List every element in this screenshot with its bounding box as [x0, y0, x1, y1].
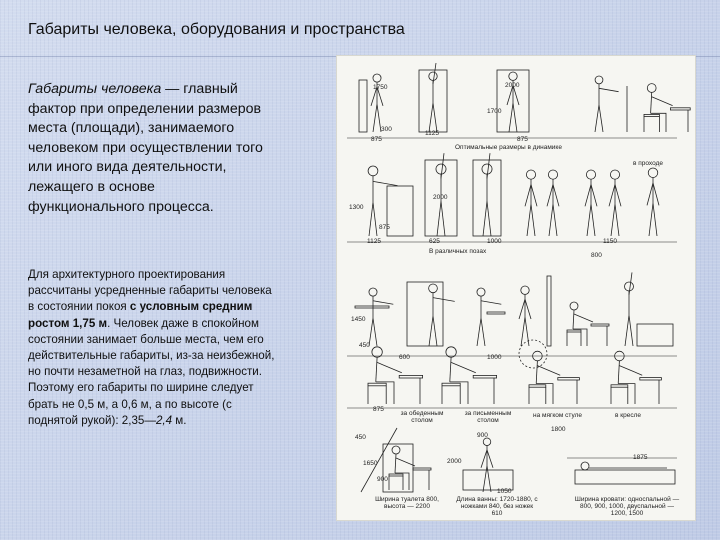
figure-arm: [519, 299, 525, 319]
chair-seat: [389, 474, 403, 476]
door-frame: [407, 282, 443, 346]
figure-leg: [618, 384, 635, 404]
figure-leg: [433, 316, 437, 346]
dimension-label: 625: [429, 238, 440, 245]
figure-leg: [591, 204, 595, 236]
dimension-label: 1125: [367, 238, 381, 245]
dimension-label: 1300: [349, 204, 364, 211]
intro-text: — главный фактор при определении размеров места (площади), занимаемого человеком при осуществлении того или иного вида деятельности, лежащего в основе функционального процесса.: [28, 81, 263, 215]
figure-head: [570, 302, 578, 310]
figure-arm: [547, 185, 553, 207]
figure-leg: [651, 113, 666, 132]
dimension-label: 300: [381, 126, 392, 133]
figure-leg: [513, 103, 517, 132]
figure-leg: [653, 203, 657, 236]
figure-arm: [599, 88, 619, 91]
chair-seat: [368, 383, 386, 386]
figure-arm: [525, 299, 531, 319]
dimension-label: 1800: [551, 426, 566, 433]
chair-seat: [442, 383, 460, 386]
intro-term: Габариты человека: [28, 81, 162, 97]
figure-arm: [525, 185, 531, 207]
dimension-label: 1750: [373, 84, 388, 91]
figure-head: [429, 72, 437, 80]
figure-leg: [531, 204, 535, 236]
figure-arm: [487, 450, 493, 468]
caption-poses: В различных позах: [429, 248, 487, 255]
figure-leg: [477, 318, 481, 346]
table-top: [640, 378, 662, 380]
table-top: [355, 306, 389, 308]
figure-leg: [599, 105, 603, 132]
dimension-label: 1000: [487, 354, 502, 361]
body-paragraph: [28, 267, 280, 429]
body-text-italic: 2,4: [155, 413, 173, 427]
figure-arm: [441, 153, 444, 178]
dimension-label: 1450: [351, 316, 366, 323]
figure-leg: [429, 103, 433, 132]
caption-dining: за обеденным столом: [400, 410, 444, 424]
dimension-label: 1050: [497, 488, 512, 495]
figure-leg: [629, 315, 633, 346]
slide-title: Габариты человека, оборудования и пространства: [28, 21, 405, 38]
figure-leg: [587, 204, 591, 236]
figure-head: [581, 462, 589, 470]
figure-leg: [373, 202, 377, 236]
dimension-label: 450: [355, 434, 366, 441]
figure-torso: [573, 310, 574, 329]
figure-leg: [429, 316, 433, 346]
figure-leg: [615, 204, 619, 236]
chair-seat: [644, 114, 659, 116]
table-top: [399, 375, 422, 378]
table-top: [591, 324, 609, 326]
figure-arm: [591, 185, 597, 207]
figure-leg: [649, 203, 653, 236]
dimension-label: 800: [591, 252, 602, 259]
table-top: [670, 108, 690, 110]
figure-arm: [574, 314, 593, 322]
figure-leg: [611, 204, 615, 236]
dimension-label: 450: [359, 342, 370, 349]
figure-head: [521, 286, 529, 294]
work-bench: [637, 324, 673, 346]
figure-arm: [609, 185, 615, 207]
body-text-part2: . Человек даже в спокойном состоянии занимает больше места, чем его действительные габариты, из-за неизбежной, но почти незаметной на глаз, подвижности. Поэтому его габариты по ширине следует брать не 0,5 м, а 0,6 м, а по высоте (с поднятой рукой): 2,35—: [28, 316, 275, 427]
figure-arm: [553, 185, 559, 207]
figure-leg: [536, 384, 553, 404]
figure-head: [429, 284, 438, 293]
figure-torso: [376, 357, 377, 382]
table-top: [413, 468, 431, 470]
caption-passage: в проходе: [633, 160, 663, 167]
figure-leg: [483, 201, 487, 236]
figure-arm: [433, 298, 455, 302]
wall-panel: [547, 276, 551, 346]
figure-head: [595, 76, 603, 84]
figure-leg: [376, 382, 394, 404]
figure-head: [369, 288, 377, 296]
caption-bath: Длина ванны: 1720-1880, с ножками 840, без ножек 610: [456, 496, 538, 517]
dimension-label: 1875: [633, 454, 648, 461]
figure-arm: [531, 185, 537, 207]
figure-head: [526, 170, 535, 179]
table-top: [473, 375, 496, 378]
figure-torso: [395, 454, 396, 473]
counter: [387, 186, 413, 236]
figure-leg: [527, 204, 531, 236]
dimension-label: 875: [373, 406, 384, 413]
dimension-label: 1150: [603, 238, 617, 245]
dimension-label: 600: [399, 354, 410, 361]
anthropometric-plate: [337, 56, 695, 520]
figure-head: [610, 170, 619, 179]
dimension-label: 1700: [487, 108, 502, 115]
figure-head: [477, 288, 485, 296]
figure-head: [392, 446, 400, 454]
figure-torso: [450, 357, 451, 382]
dimension-label: 2000: [433, 194, 448, 201]
figure-leg: [549, 204, 553, 236]
dimension-label: 900: [477, 432, 488, 439]
figure-arm: [451, 362, 476, 372]
figure-head: [482, 164, 492, 174]
dimension-label: 900: [377, 476, 388, 483]
caption-dynamics: Оптимальные размеры в динамике: [455, 144, 562, 151]
table-top: [487, 312, 505, 314]
bed: [575, 470, 675, 484]
figure-head: [509, 72, 517, 80]
figure-arm: [653, 183, 659, 205]
figure-leg: [373, 104, 377, 132]
figure-leg: [369, 202, 373, 236]
dimension-label: 2000: [505, 82, 520, 89]
intro-paragraph: [28, 80, 268, 217]
figure-leg: [441, 201, 445, 236]
figure-leg: [450, 382, 468, 404]
caption-toilet: Ширина туалета 800, высота — 2200: [375, 496, 439, 510]
figure-arm: [537, 366, 560, 376]
figure-head: [483, 438, 491, 446]
figure-leg: [373, 318, 377, 346]
figure-head: [586, 170, 595, 179]
figure-head: [548, 170, 557, 179]
body-text-part1: Для архитектурного проектирования рассчитаны усредненные габариты человека в состоянии покоя: [28, 268, 272, 314]
figure-torso: [651, 92, 652, 113]
dimension-label: 875: [379, 224, 390, 231]
figure-head: [446, 347, 456, 357]
figure-arm: [396, 458, 415, 466]
figure-head: [372, 347, 382, 357]
dimension-label: 1000: [487, 238, 502, 245]
caption-desk: за письменным столом: [464, 410, 512, 424]
figure-arm: [373, 301, 393, 304]
figure-arm: [377, 362, 402, 372]
figure-arm: [481, 450, 487, 468]
chair-seat: [611, 385, 628, 387]
figure-arm: [647, 183, 653, 205]
dimension-label: 1125: [425, 130, 439, 137]
figure-head: [368, 166, 378, 176]
caption-armchair: в кресле: [615, 412, 641, 419]
dimension-label: 1650: [363, 460, 378, 467]
figure-leg: [481, 318, 485, 346]
caption-bed: Ширина кровати: односпальной — 800, 900, 1000, двуспальной — 1200, 1500: [574, 496, 680, 517]
dimension-label: 875: [517, 136, 528, 143]
figure-leg: [573, 329, 587, 346]
figure-leg: [395, 473, 409, 490]
figure-arm: [629, 272, 632, 294]
figure-leg: [487, 201, 491, 236]
table-top: [558, 378, 580, 380]
figure-arm: [652, 97, 673, 106]
figure-arm: [615, 185, 621, 207]
figure-leg: [595, 105, 599, 132]
figure-leg: [509, 103, 513, 132]
figure-arm: [487, 153, 490, 178]
figure-head: [648, 168, 658, 178]
figure-head: [625, 282, 634, 291]
figure-torso: [618, 361, 619, 384]
figure-leg: [437, 201, 441, 236]
wall-panel: [359, 80, 367, 132]
figure-arm: [433, 63, 436, 84]
figure-arm: [619, 366, 642, 376]
chair-seat: [567, 330, 581, 332]
caption-stool: на мягком стуле: [533, 412, 582, 419]
figure-leg: [433, 103, 437, 132]
figure-torso: [536, 361, 537, 384]
body-text-bold: с условным средним ростом 1,75 м: [28, 300, 253, 330]
figure-head: [373, 74, 381, 82]
figure-arm: [373, 181, 398, 185]
figure-head: [647, 84, 656, 93]
figure-leg: [625, 315, 629, 346]
figure-leg: [521, 317, 525, 346]
figure-head: [436, 164, 446, 174]
figure-arm: [481, 301, 501, 304]
figure-leg: [553, 204, 557, 236]
toilet-cubicle: [383, 444, 413, 492]
body-text-part3: м.: [172, 413, 187, 427]
dimension-label: 875: [371, 136, 382, 143]
dimension-label: 2000: [447, 458, 462, 465]
chair-seat: [529, 385, 546, 387]
figure-arm: [585, 185, 591, 207]
